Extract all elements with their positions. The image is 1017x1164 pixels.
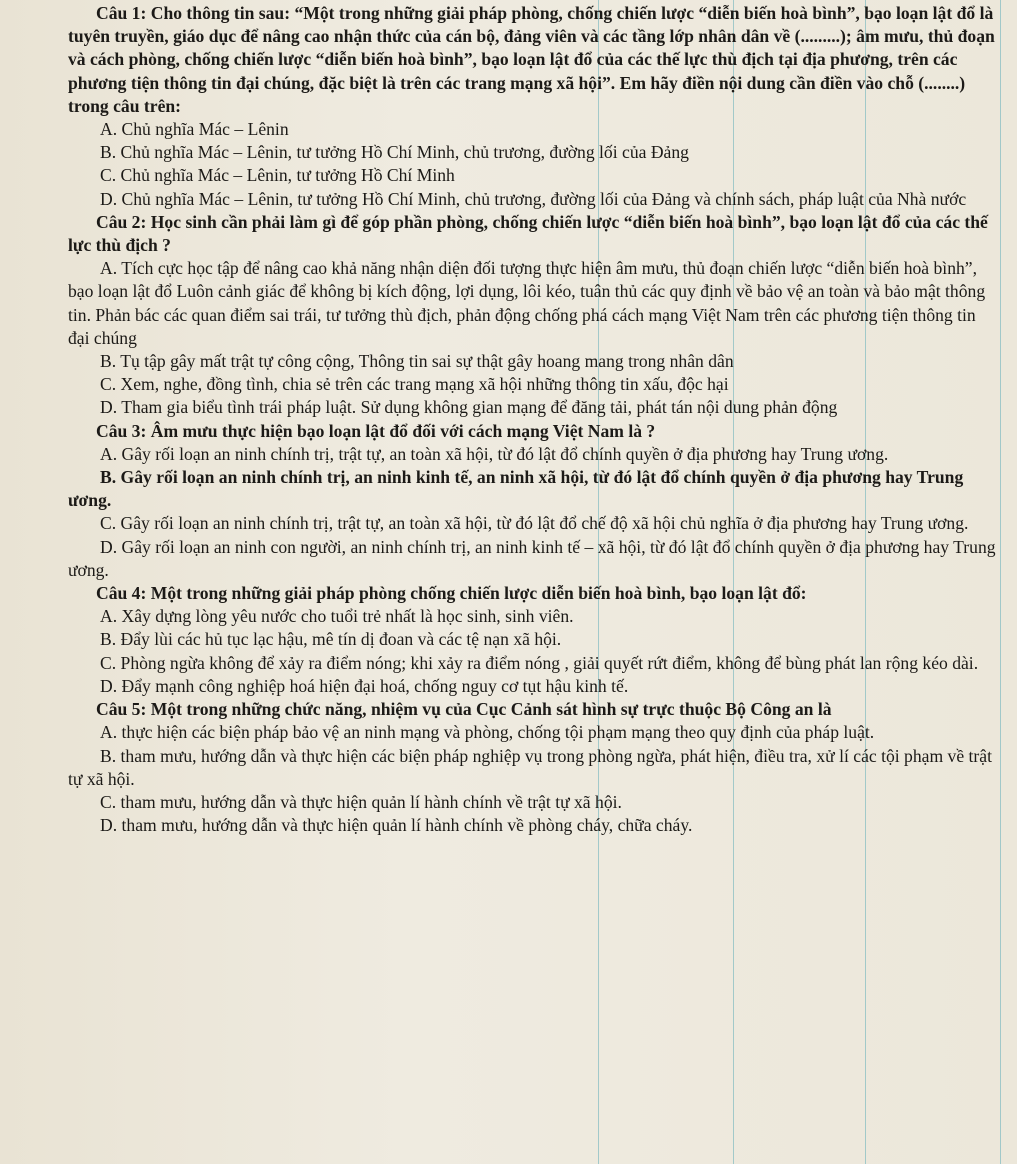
option-text: Xem, nghe, đồng tình, chia sẻ trên các trang mạng xã hội những thông tin xấu, độc hại xyxy=(120,374,729,395)
question-3 xyxy=(68,420,998,582)
question-3-stem xyxy=(68,420,998,443)
option-text: Phòng ngừa không để xảy ra điểm nóng; khi xảy ra điểm nóng , giải quyết rứt điểm, không để bùng phát lan rộng kéo dài. xyxy=(120,652,979,673)
option-text: Tham gia biểu tình trái pháp luật. Sử dụng không gian mạng để đăng tải, phát tán nội dung phản động xyxy=(121,397,838,418)
question-5-text: Một trong những chức năng, nhiệm vụ của Cục Cảnh sát hình sự trực thuộc Bộ Công an là xyxy=(150,699,832,720)
option-text: Xây dựng lòng yêu nước cho tuổi trẻ nhất là học sinh, sinh viên. xyxy=(121,606,574,627)
option-label: D. xyxy=(100,188,118,209)
option-text: Gây rối loạn an ninh chính trị, trật tự, an toàn xã hội, từ đó lật đổ chế độ xã hội chủ nghĩa ở địa phương hay Trung ương. xyxy=(120,513,969,534)
question-4 xyxy=(68,582,998,698)
margin-line xyxy=(1000,0,1001,1164)
option-text: Đẩy lùi các hủ tục lạc hậu, mê tín dị đoan và các tệ nạn xã hội. xyxy=(120,629,562,650)
option-label: B. xyxy=(100,142,117,163)
question-1 xyxy=(68,2,998,211)
question-3-option-b[interactable] xyxy=(68,466,998,512)
option-label: B. xyxy=(100,467,117,488)
question-1-option-d[interactable] xyxy=(68,188,998,211)
question-2-option-a[interactable] xyxy=(68,257,998,350)
option-text: Tụ tập gây mất trật tự công cộng, Thông tin sai sự thật gây hoang mang trong nhân dân xyxy=(120,351,734,372)
question-4-stem xyxy=(68,582,998,605)
option-text: thực hiện các biện pháp bảo vệ an ninh mạng và phòng, chống tội phạm mạng theo quy định của pháp luật. xyxy=(121,722,875,743)
question-3-text: Âm mưu thực hiện bạo loạn lật đổ đối với cách mạng Việt Nam là ? xyxy=(150,420,656,441)
option-text: Tích cực học tập để nâng cao khả năng nhận diện đối tượng thực hiện âm mưu, thủ đoạn chiến lược “diễn biến hoà bình”, bạo loạn lật đổ Luôn cảnh giác để không bị kích động, lợi dụng, lôi kéo, tuân thủ các quy định về bảo vệ an toàn và bảo mật thông tin. Phản bác các quan điểm sai trái, tư tưởng thù địch, phản động chống phá cách mạng Việt Nam trên các phương tiện thông tin đại chúng xyxy=(68,258,986,348)
question-2-stem xyxy=(68,211,998,257)
question-3-option-d[interactable] xyxy=(68,536,998,582)
option-text: Đẩy mạnh công nghiệp hoá hiện đại hoá, chống nguy cơ tụt hậu kinh tế. xyxy=(121,675,629,696)
option-label: D. xyxy=(100,397,118,418)
option-label: A. xyxy=(100,119,118,140)
question-2-option-d[interactable] xyxy=(68,396,998,419)
option-label: C. xyxy=(100,652,117,673)
question-2-number: Câu 2: xyxy=(96,211,147,232)
option-label: D. xyxy=(100,675,118,696)
question-1-option-a[interactable] xyxy=(68,118,998,141)
option-text: Chủ nghĩa Mác – Lênin, tư tưởng Hồ Chí Minh xyxy=(120,165,455,186)
option-text: Gây rối loạn an ninh chính trị, trật tự, an toàn xã hội, từ đó lật đổ chính quyền ở địa phương hay Trung ương. xyxy=(121,443,889,464)
option-label: A. xyxy=(100,258,118,279)
question-4-text: Một trong những giải pháp phòng chống chiến lược diễn biến hoà bình, bạo loạn lật đổ: xyxy=(150,583,807,604)
option-label: B. xyxy=(100,351,117,372)
question-3-number: Câu 3: xyxy=(96,420,147,441)
question-4-option-a[interactable] xyxy=(68,605,998,628)
question-2-option-b[interactable] xyxy=(68,350,998,373)
option-label: C. xyxy=(100,374,117,395)
option-text: Chủ nghĩa Mác – Lênin, tư tưởng Hồ Chí Minh, chủ trương, đường lối của Đảng xyxy=(120,142,689,163)
question-3-option-c[interactable] xyxy=(68,512,998,535)
question-1-option-b[interactable] xyxy=(68,141,998,164)
option-text: Chủ nghĩa Mác – Lênin xyxy=(121,119,289,140)
question-list xyxy=(68,2,998,837)
question-4-number: Câu 4: xyxy=(96,583,147,604)
question-5-stem xyxy=(68,698,998,721)
question-5-option-c[interactable] xyxy=(68,791,998,814)
option-text: Chủ nghĩa Mác – Lênin, tư tưởng Hồ Chí Minh, chủ trương, đường lối của Đảng và chính sách, pháp luật của Nhà nước xyxy=(121,188,967,209)
question-3-option-a[interactable] xyxy=(68,443,998,466)
option-label: D. xyxy=(100,536,118,557)
option-text: Gây rối loạn an ninh con người, an ninh chính trị, an ninh kinh tế – xã hội, từ đó lật đổ chính quyền ở địa phương hay Trung ương. xyxy=(68,536,996,580)
option-label: D. xyxy=(100,815,118,836)
option-label: C. xyxy=(100,791,117,812)
question-5-option-a[interactable] xyxy=(68,721,998,744)
option-text: tham mưu, hướng dẫn và thực hiện quản lí hành chính về phòng cháy, chữa cháy. xyxy=(121,815,693,836)
option-label: B. xyxy=(100,745,117,766)
question-2 xyxy=(68,211,998,420)
option-text: tham mưu, hướng dẫn và thực hiện các biện pháp nghiệp vụ trong phòng ngừa, phát hiện, điều tra, xử lí các tội phạm về trật tự xã hội. xyxy=(68,745,992,789)
question-5 xyxy=(68,698,998,837)
question-5-number: Câu 5: xyxy=(96,699,147,720)
option-label: A. xyxy=(100,606,118,627)
question-1-option-c[interactable] xyxy=(68,164,998,187)
option-text: Gây rối loạn an ninh chính trị, an ninh kinh tế, an ninh xã hội, từ đó lật đổ chính quyền ở địa phương hay Trung ương. xyxy=(68,467,964,511)
option-label: B. xyxy=(100,629,117,650)
question-4-option-d[interactable] xyxy=(68,675,998,698)
question-1-stem xyxy=(68,2,998,118)
question-4-option-b[interactable] xyxy=(68,628,998,651)
question-2-text: Học sinh cần phải làm gì để góp phần phòng, chống chiến lược “diễn biến hoà bình”, bạo loạn lật đổ của các thế lực thù địch ? xyxy=(68,211,988,256)
option-text: tham mưu, hướng dẫn và thực hiện quản lí hành chính về trật tự xã hội. xyxy=(120,791,622,812)
question-1-text: Cho thông tin sau: “Một trong những giải pháp phòng, chống chiến lược “diễn biến hoà bình”, bạo loạn lật đổ là tuyên truyền, giáo dục để nâng cao nhận thức của cán bộ, đảng viên và các tầng lớp nhân dân về (.........); âm mưu, thủ đoạn và cách phòng, chống chiến lược “diễn biến hoà bình”, bạo loạn lật đổ của các thế lực thù địch tại địa phương, trên các phương tiện thông tin đại chúng, đặc biệt là trên các trang mạng xã hội”. Em hãy điền nội dung cần điền vào chỗ (........) trong câu trên: xyxy=(68,3,995,116)
question-4-option-c[interactable] xyxy=(68,652,998,675)
question-2-option-c[interactable] xyxy=(68,373,998,396)
question-1-number: Câu 1: xyxy=(96,3,147,23)
option-label: A. xyxy=(100,722,118,743)
question-5-option-b[interactable] xyxy=(68,745,998,791)
option-label: A. xyxy=(100,443,118,464)
question-5-option-d[interactable] xyxy=(68,814,998,837)
option-label: C. xyxy=(100,165,117,186)
option-label: C. xyxy=(100,513,117,534)
